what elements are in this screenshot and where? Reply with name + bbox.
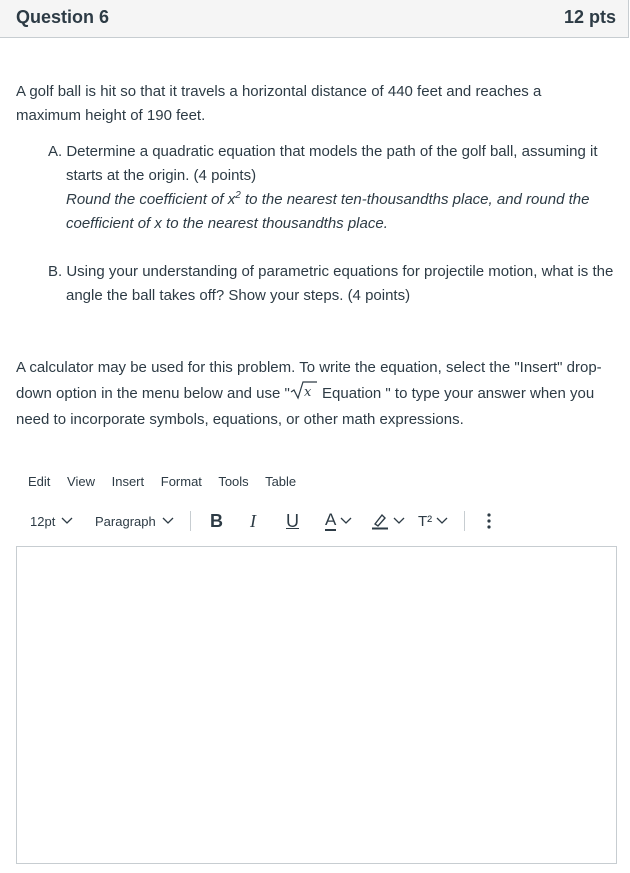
italic-button[interactable]: I (250, 510, 256, 531)
toolbar-divider (190, 511, 191, 531)
highlighter-icon (371, 512, 389, 530)
editor-menubar (28, 474, 309, 489)
part-a-label: A. (48, 143, 67, 160)
sqrt-x-icon (290, 380, 318, 408)
highlight-color-button[interactable] (371, 509, 405, 533)
menu-format[interactable]: Format (160, 474, 202, 489)
vertical-ellipsis-icon (486, 512, 492, 530)
question-part-a (48, 140, 620, 236)
menu-tools[interactable]: Tools (218, 474, 249, 489)
part-b-label: B. (48, 263, 67, 280)
chevron-down-icon (61, 517, 73, 525)
question-intro: A golf ball is hit so that it travels a horizontal distance of 440 feet and reaches a maximum height of 190 feet. (16, 83, 542, 124)
text-color-button[interactable]: A (325, 509, 352, 533)
chevron-down-icon (436, 517, 448, 525)
menu-view[interactable]: View (67, 474, 95, 489)
editor-toolbar (30, 509, 620, 533)
question-header (0, 0, 629, 38)
superscript-button[interactable]: T² (418, 509, 448, 533)
calculator-instructions: A calculator may be used for this problem. To write the equation, select the "Insert" drop-down option in the menu below and use " x Equation " to type your answer when you need to incorporate symbols, equations, or other math expressions. (16, 359, 602, 428)
part-b-text: Using your understanding of parametric equations for projectile motion, what is the angle the ball takes off? Show your steps. (4 points) (66, 263, 614, 304)
menu-insert[interactable]: Insert (111, 474, 145, 489)
more-options-button[interactable] (486, 509, 492, 533)
part-a-text: Determine a quadratic equation that models the path of the golf ball, assuming it starts at the origin. (4 points) (66, 143, 598, 184)
question-title: Question 6 (16, 7, 110, 27)
question-points: 12 pts (563, 7, 616, 27)
svg-text:x: x (303, 385, 312, 400)
answer-editor[interactable] (16, 546, 617, 864)
question-part-b (48, 260, 620, 308)
menu-table[interactable]: Table (265, 474, 297, 489)
chevron-down-icon (340, 517, 352, 525)
menu-edit[interactable]: Edit (28, 474, 51, 489)
chevron-down-icon (162, 517, 174, 525)
part-a-rounding-note: Round the coefficient of $x^2$ to the nearest ten-thousandths place, and round the coefficient of x to the nearest thousandths place. (66, 190, 590, 232)
block-format-select[interactable]: Paragraph (95, 509, 174, 533)
underline-button[interactable]: U (286, 510, 299, 531)
toolbar-divider (464, 511, 465, 531)
bold-button[interactable]: B (210, 510, 223, 531)
font-size-select[interactable]: 12pt (30, 509, 73, 533)
chevron-down-icon (393, 517, 405, 525)
